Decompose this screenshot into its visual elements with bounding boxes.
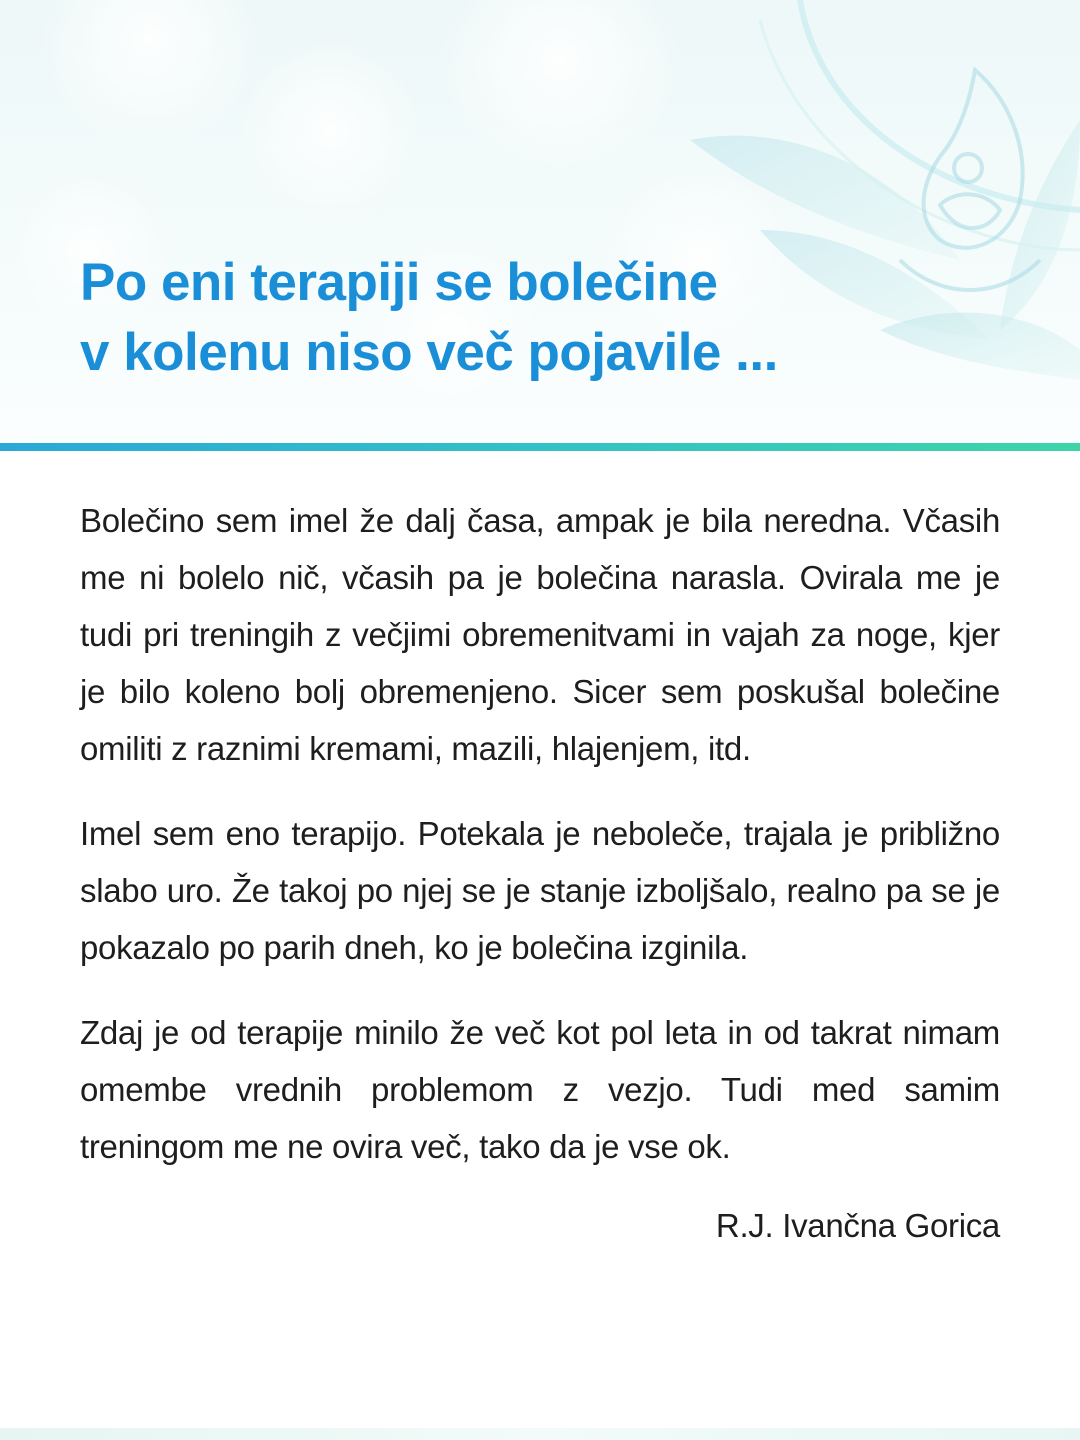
paragraph-2: Imel sem eno terapijo. Potekala je neboleče, trajala je približno slabo uro. Že takoj po njej se je stanje izboljšalo, realno pa se je pokazalo po parih dneh, ko je bolečina izginila.: [80, 815, 1000, 966]
title-line-2: v kolenu niso več pojavile ...: [80, 323, 778, 382]
page-title: [80, 248, 980, 388]
header-divider: [0, 443, 1080, 451]
footer-strip: [0, 1428, 1080, 1440]
signature: R.J. Ivančna Gorica: [715, 1207, 1000, 1244]
paragraph-1: Bolečino sem imel že dalj časa, ampak je bila neredna. Včasih me ni bolelo nič, včasih pa je bolečina narasla. Ovirala me je tudi pri treningih z večjimi obremenitvami in vajah za noge, kjer je bilo koleno bolj obremenjeno. Sicer sem poskušal bolečine omiliti z raznimi kremami, mazili, hlajenjem, itd.: [80, 502, 1000, 767]
paragraph-3: Zdaj je od terapije minilo že več kot pol leta in od takrat nimam omembe vrednih problemom z vezjo. Tudi med samim treningom me ne ovira več, tako da je vse ok.: [80, 1014, 1000, 1165]
title-line-1: Po eni terapiji se bolečine: [80, 253, 718, 312]
header-banner: [0, 0, 1080, 446]
testimonial-body: [80, 492, 1000, 1203]
